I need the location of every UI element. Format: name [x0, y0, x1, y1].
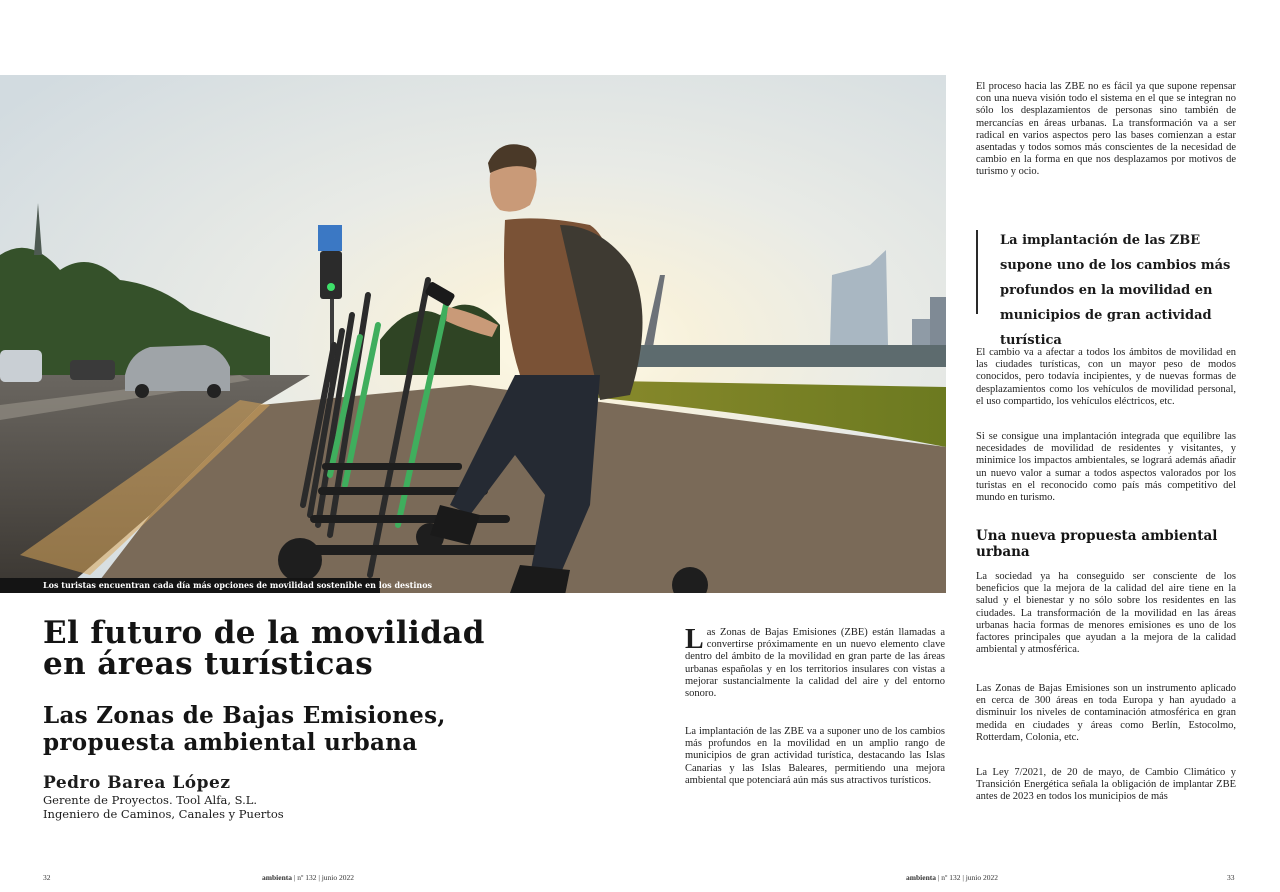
- magazine-name: ambienta: [262, 873, 292, 882]
- footer-right: [906, 873, 998, 883]
- pullquote: La implantación de las ZBE supone uno de los cambios más profundos en la movilidad en municipios de gran actividad turística: [1000, 233, 1231, 348]
- section-heading: Una nueva propuesta ambiental urbana: [976, 528, 1218, 560]
- author-name: Pedro Barea López: [43, 773, 231, 793]
- body-paragraph: La Ley 7/2021, de 20 de mayo, de Cambio Climático y Transición Energética señala la obligación de implantar ZBE antes de 2023 en todos los municipios de más: [976, 767, 1236, 803]
- body-paragraph: Las Zonas de Bajas Emisiones son un instrumento aplicado en cerca de 300 áreas en toda Europa y han ayudado a disminuir los niveles de contaminación atmosférica en gran medida en ciudades y áreas como Berlín, Estocolmo, Rotterdam, Colonia, etc.: [976, 683, 1236, 743]
- article-subtitle-line2: propuesta ambiental urbana: [43, 729, 418, 756]
- article-title-line1: El futuro de la movilidad: [43, 615, 485, 651]
- footer-left: [262, 873, 354, 883]
- photo-illustration: [0, 75, 946, 593]
- article-title: [43, 615, 643, 682]
- body-paragraph: El proceso hacia las ZBE no es fácil ya que supone repensar con una nueva visión todo el sistema en el que se integran no sólo los desplazamientos de personas sino también de mercancías en áreas urbanas. La transformación va a ser radical en varios aspectos pero las bases comienzan a estar asentadas y todos somos más conscientes de la necesidad de cambio en la forma en que nos desplazamos por motivos de turismo y ocio.: [976, 81, 1236, 178]
- article-subtitle-line1: Las Zonas de Bajas Emisiones,: [43, 702, 446, 729]
- body-paragraph: La implantación de las ZBE va a suponer uno de los cambios más profundos en la movilidad en un amplio rango de municipios de gran actividad turística, destacando las Islas Canarias y las Islas Baleares, permitiendo una mejora ambiental que potenciará aún más sus atractivos turísticos.: [685, 726, 945, 786]
- author-qualification: Ingeniero de Caminos, Canales y Puertos: [43, 807, 284, 821]
- body-paragraph: El cambio va a afectar a todos los ámbitos de movilidad en las ciudades turísticas, con un mayor peso de modos conocidos, pero todavía incipientes, y de nuevas formas de desplazamientos como los vehículos de movilidad personal, el uso compartido, los vehículos eléctricos, etc.: [976, 347, 1236, 407]
- article-title-line2: en áreas turísticas: [43, 646, 374, 682]
- hero-photo: [0, 75, 946, 593]
- article-subtitle: [43, 702, 643, 756]
- page-number-right: 33: [1227, 873, 1235, 882]
- body-paragraph: La sociedad ya ha conseguido ser consciente de los beneficios que la mejora de la calidad del aire tiene en la salud y el bienestar y no sólo sobre los residentes en las ciudades. La transformación de la movilidad en las áreas urbanas hacia formas de menores emisiones es uno de los factores principales que ayudan a la mejora de la calidad ambiental y atmosférica.: [976, 571, 1236, 656]
- body-paragraph: Si se consigue una implantación integrada que equilibre las necesidades de movilidad de residentes y visitantes, y minimice los impactos ambientales, se logrará además añadir un nuevo valor a sumar a todos aspectos valorados por los turistas en el reconocido como país más competitivo del mundo en turismo.: [976, 431, 1236, 504]
- photo-caption: Los turistas encuentran cada día más opciones de movilidad sostenible en los destinos: [0, 578, 380, 593]
- pullquote-rule: [976, 230, 978, 314]
- page-number-left: 32: [43, 873, 51, 882]
- issue-info: | nº 132 | junio 2022: [937, 873, 998, 882]
- magazine-name: ambienta: [906, 873, 936, 882]
- author-role: Gerente de Proyectos. Tool Alfa, S.L.: [43, 793, 258, 807]
- intro-paragraph: Las Zonas de Bajas Emisiones (ZBE) están llamadas a convertirse próximamente en un nuevo elemento clave dentro del ámbito de la movilidad en gran parte de las áreas urbanas españolas y en los territorios insulares con vistas a mejorar sustancialmente la calidad del aire y del entorno sonoro.: [685, 624, 945, 700]
- issue-info: | nº 132 | junio 2022: [293, 873, 354, 882]
